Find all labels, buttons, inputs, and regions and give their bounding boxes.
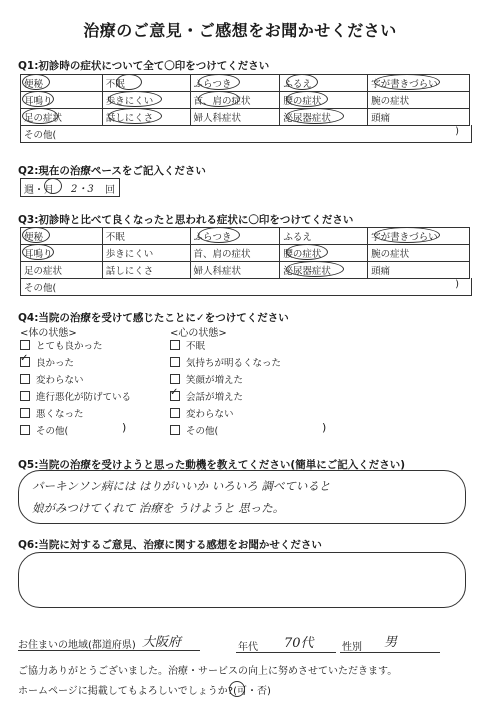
q3-symptom-cell[interactable]: 字が書きづらい (368, 228, 470, 245)
q4-body-heading: <体の状態> (20, 328, 77, 339)
answer-circle (22, 227, 50, 243)
region-label: お住まいの地域(都道府県) (18, 640, 136, 651)
answer-circle (286, 74, 318, 90)
q6-heading: Q6:当院に対するご意見、治療に関する感想をお聞かせください (18, 539, 322, 551)
q2-answer-box (20, 178, 120, 197)
q4-mind-heading: <心の状態> (170, 328, 227, 339)
checkbox-label: 会話が増えた (186, 392, 244, 403)
checkbox-row[interactable] (170, 389, 243, 403)
checkbox-row[interactable] (20, 355, 74, 369)
region-underline (18, 650, 200, 651)
page-title: 治療のご意見・ご感想をお聞かせください (83, 21, 397, 40)
checkbox-label: その他( (186, 426, 219, 437)
q3-symptom-cell[interactable]: 腕の症状 (368, 245, 470, 262)
q3-symptom-cell[interactable]: 話しにくさ (102, 262, 190, 279)
q5-heading: Q5:当院の治療を受けようと思った動機を教えてください(簡単にご記入ください) (18, 459, 406, 471)
checkbox-label: 変わらない (36, 375, 84, 386)
checkbox[interactable] (170, 391, 180, 401)
q2-prefix: 週・月 (24, 185, 54, 196)
answer-circle (116, 74, 142, 90)
permission-text: ホームページに掲載してもよろしいでしょうか?(可・否) (18, 686, 271, 697)
answer-circle (286, 108, 344, 124)
answer-circle (198, 74, 240, 90)
q2-answer: 2・3 (71, 184, 94, 195)
q1-other-label: その他( (24, 130, 57, 141)
q1-symptom-cell[interactable]: 婦人科症状 (190, 109, 280, 126)
q1-symptom-cell[interactable]: 腰の症状 (280, 92, 368, 109)
q1-other-close: ) (455, 126, 459, 137)
checkbox-row[interactable] (170, 406, 234, 420)
q3-other-label: その他( (24, 283, 57, 294)
checkbox-row[interactable] (170, 355, 281, 369)
q3-row (21, 245, 470, 262)
q1-row (21, 109, 470, 126)
permission-separator: ・ (247, 686, 258, 697)
checkbox[interactable] (170, 408, 180, 418)
q3-symptom-cell[interactable]: 泌尿器症状 (280, 262, 368, 279)
q3-symptom-cell[interactable]: 頭痛 (368, 262, 470, 279)
gender-label: 性別 (342, 642, 362, 653)
permission-no: 否 (257, 686, 268, 697)
q1-symptom-cell[interactable]: 字が書きづらい (368, 75, 470, 92)
other-close-paren: ) (322, 421, 327, 434)
answer-circle (286, 244, 328, 260)
answer-circle (198, 227, 240, 243)
checkbox[interactable] (20, 340, 30, 350)
checkbox-label: 気持ちが明るくなった (186, 358, 282, 369)
answer-circle (22, 108, 58, 124)
answer-circle (286, 91, 328, 107)
q1-symptom-cell[interactable]: 泌尿器症状 (280, 109, 368, 126)
q1-symptom-cell[interactable]: ふらつき (190, 75, 280, 92)
checkbox-label: 悪くなった (36, 409, 84, 420)
q1-row (21, 92, 470, 109)
q3-symptom-cell[interactable]: 婦人科症状 (190, 262, 280, 279)
checkbox[interactable] (170, 357, 180, 367)
checkbox-label: 良かった (36, 358, 75, 369)
checkbox[interactable] (20, 357, 30, 367)
permission-yes: 可 (237, 686, 248, 697)
checkbox[interactable] (170, 340, 180, 350)
answer-circle (22, 91, 54, 107)
checkbox-label: とても良かった (36, 341, 103, 352)
q1-symptom-cell[interactable]: ふるえ (280, 75, 368, 92)
checkbox-row[interactable] (20, 372, 84, 386)
q1-symptom-cell[interactable]: 話しにくさ (102, 109, 190, 126)
checkbox-label: 笑顔が増えた (186, 375, 244, 386)
answer-circle (108, 108, 162, 124)
age-underline (236, 652, 336, 653)
checkbox[interactable] (170, 425, 180, 435)
checkbox[interactable] (20, 408, 30, 418)
q2-heading: Q2:現在の治療ペースをご記入ください (18, 165, 206, 177)
checkbox-row[interactable] (20, 389, 131, 403)
answer-circle (198, 91, 240, 107)
q1-symptom-cell[interactable]: 足の症状 (21, 109, 103, 126)
other-close-paren: ) (122, 421, 127, 434)
q3-row (21, 262, 470, 279)
checkbox-label: その他( (36, 426, 69, 437)
q3-other-close: ) (455, 279, 459, 290)
q3-symptom-cell[interactable]: 腰の症状 (280, 245, 368, 262)
q3-symptom-cell[interactable]: 耳鳴り (21, 245, 103, 262)
permission-question: ホームページに掲載してもよろしいでしょうか? (18, 686, 234, 697)
q1-symptom-cell[interactable]: 腕の症状 (368, 92, 470, 109)
q1-symptom-cell[interactable]: 歩きにくい (102, 92, 190, 109)
q3-symptom-cell[interactable]: 足の症状 (21, 262, 103, 279)
q1-symptom-cell[interactable]: 首、肩の症状 (190, 92, 280, 109)
q3-symptom-cell[interactable]: 便秘 (21, 228, 103, 245)
q4-heading: Q4:当院の治療を受けて感じたことに✓をつけてください (18, 312, 289, 324)
checkbox[interactable] (20, 425, 30, 435)
answer-circle (22, 244, 54, 260)
q3-symptom-cell[interactable]: ふらつき (190, 228, 280, 245)
q1-symptom-cell[interactable]: 不眠 (102, 75, 190, 92)
checkbox-row[interactable] (170, 423, 218, 437)
gender-underline (340, 652, 440, 653)
q3-symptom-cell[interactable]: 不眠 (102, 228, 190, 245)
checkbox-row[interactable] (170, 372, 243, 386)
q1-symptom-cell[interactable]: 頭痛 (368, 109, 470, 126)
checkbox[interactable] (20, 374, 30, 384)
permission-close: ) (267, 686, 271, 697)
answer-circle (229, 681, 248, 697)
region-value: 大阪府 (142, 635, 182, 650)
q6-answer-box (18, 552, 466, 608)
gender-value: 男 (384, 635, 398, 650)
q3-symptom-cell[interactable]: 首、肩の症状 (190, 245, 280, 262)
answer-circle (44, 178, 62, 194)
checkbox-row[interactable] (20, 423, 68, 437)
checkbox-row[interactable] (20, 338, 103, 352)
answer-circle (374, 74, 440, 90)
checkbox-label: 不眠 (186, 341, 206, 352)
answer-circle (286, 261, 344, 277)
answer-circle (108, 91, 162, 107)
answer-circle (374, 227, 440, 243)
checkbox-label: 進行悪化が防げている (36, 392, 132, 403)
q1-heading: Q1:初診時の症状について全て〇印をつけてください (18, 60, 270, 72)
checkbox-row[interactable] (170, 338, 205, 352)
q5-answer-line2: 娘がみつけてくれて 治療を うけようと 思った。 (32, 501, 285, 515)
checkbox-row[interactable] (20, 406, 84, 420)
age-label: 年代 (238, 642, 258, 653)
q1-symptom-cell[interactable]: 耳鳴り (21, 92, 103, 109)
age-value: 70代 (284, 636, 314, 651)
thanks-text: ご協力ありがとうございました。治療・サービスの向上に努めさせていただきます。 (18, 666, 398, 677)
q1-other-row (20, 125, 472, 143)
checkbox[interactable] (20, 391, 30, 401)
q3-symptom-cell[interactable]: 歩きにくい (102, 245, 190, 262)
checkbox[interactable] (170, 374, 180, 384)
checkbox-label: 変わらない (186, 409, 234, 420)
q3-heading: Q3:初診時と比べて良くなったと思われる症状に〇印をつけてください (18, 214, 354, 226)
q2-suffix: 回 (105, 185, 115, 196)
q3-symptom-cell[interactable]: ふるえ (280, 228, 368, 245)
q5-answer-line1: パーキンソン病には はりがいいか いろいろ 調べていると (32, 479, 331, 493)
q3-other-row (20, 278, 472, 296)
q1-symptom-cell[interactable]: 便秘 (21, 75, 103, 92)
answer-circle (22, 74, 50, 90)
